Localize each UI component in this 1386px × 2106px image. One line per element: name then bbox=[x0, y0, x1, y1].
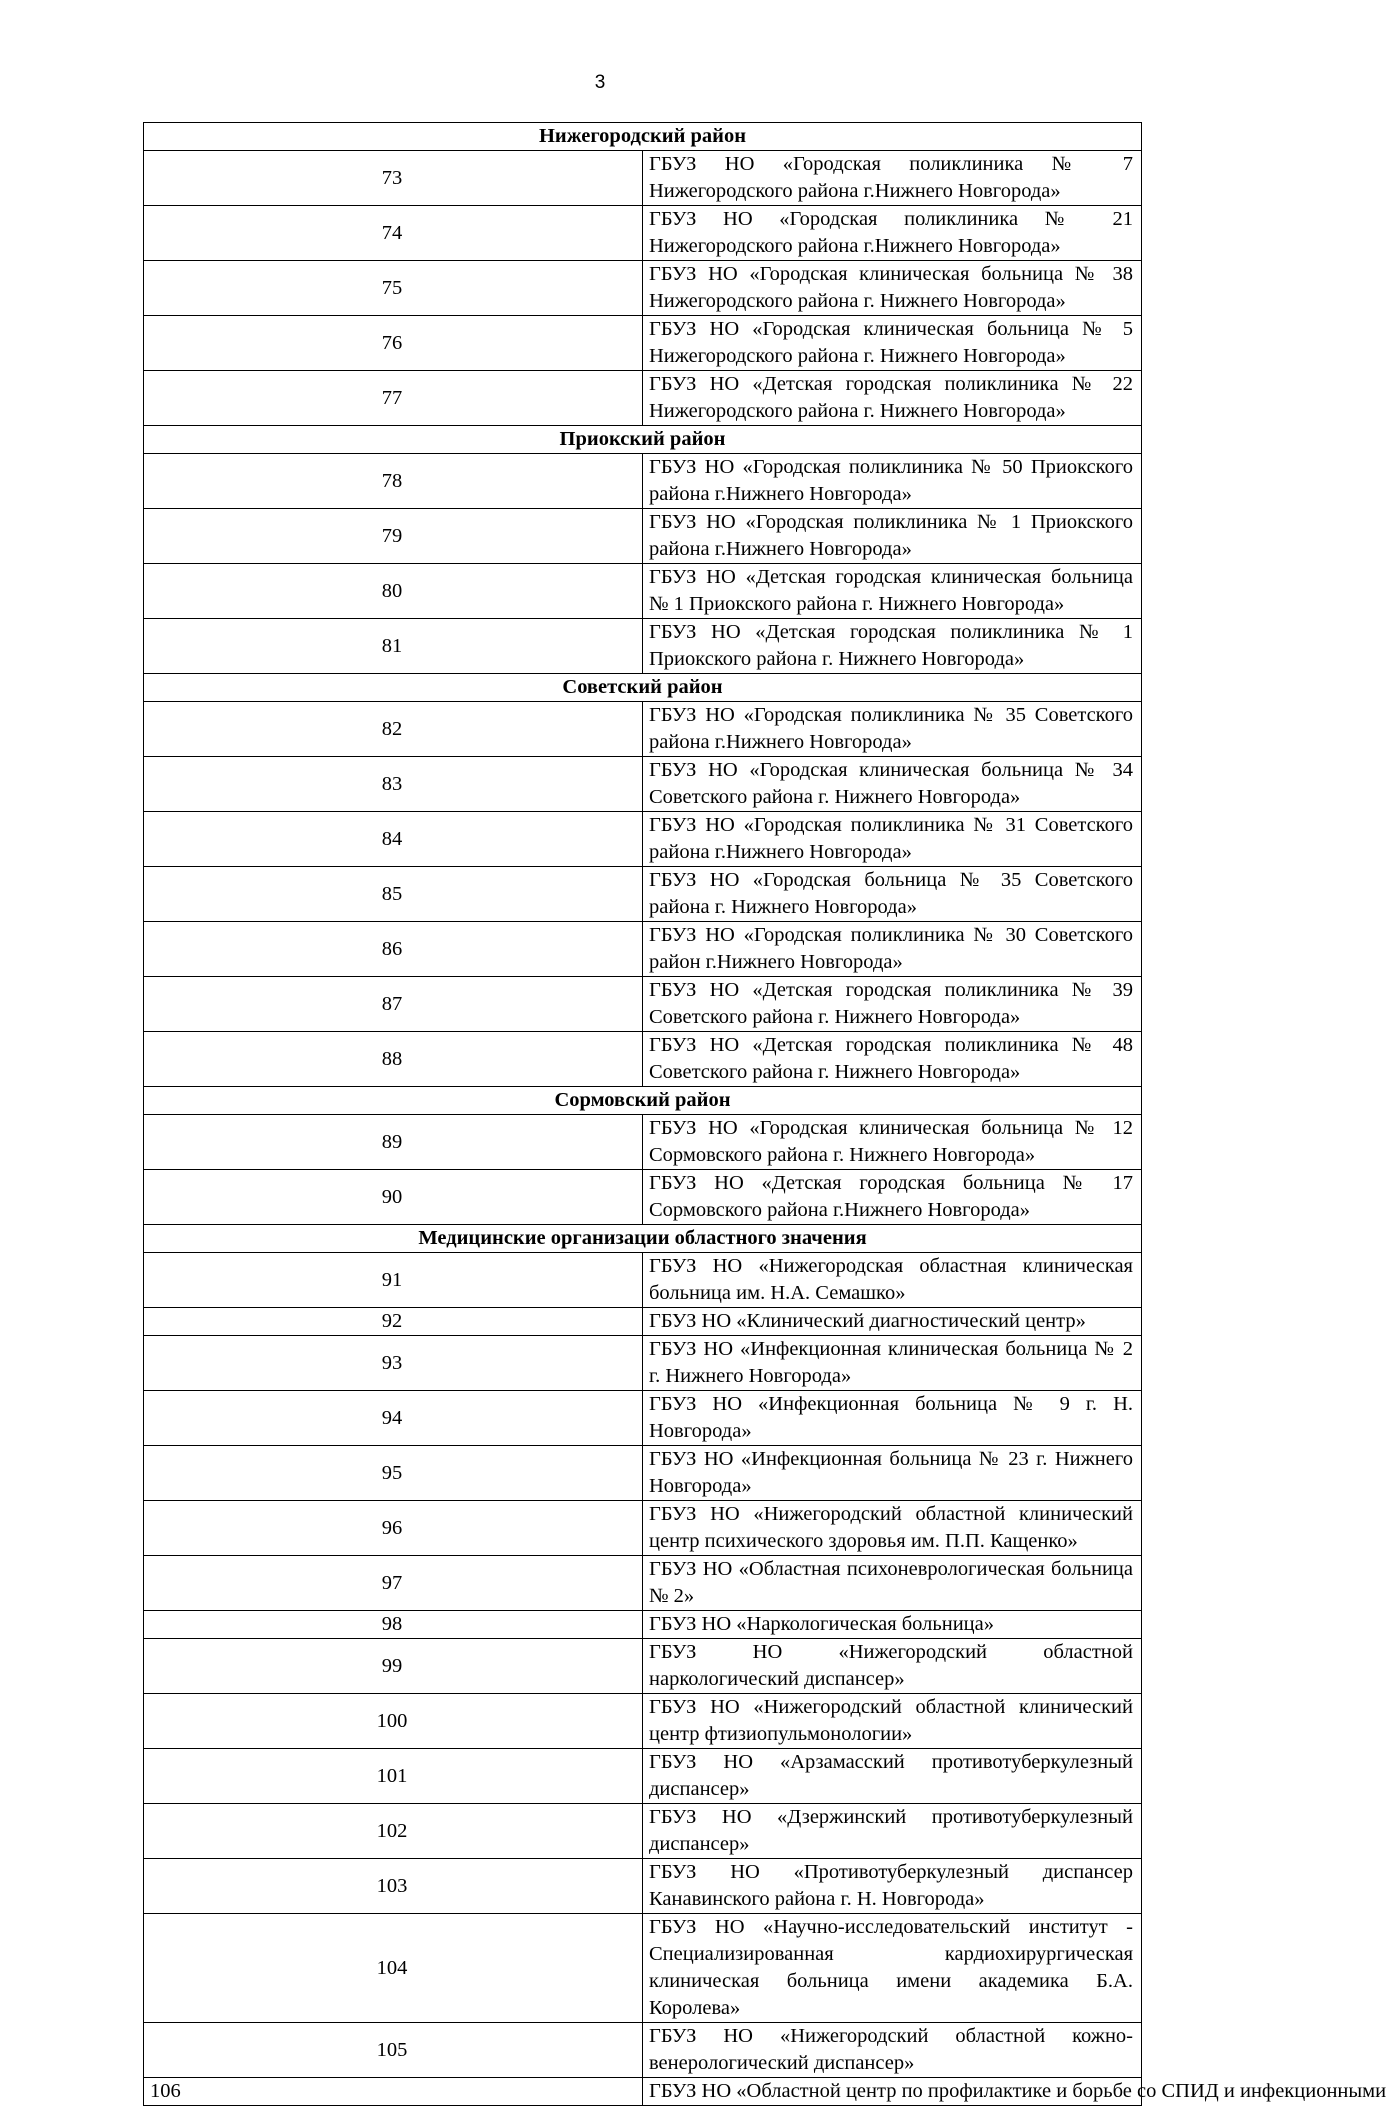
organization-name: ГБУЗ НО «Нижегородский областной клинический центр психического здоровья им. П.П. Кащенко» bbox=[643, 1501, 1142, 1556]
organization-name: ГБУЗ НО «Детская городская поликлиника № 48 Советского района г. Нижнего Новгорода» bbox=[643, 1032, 1142, 1087]
row-number: 85 bbox=[144, 867, 643, 922]
organization-name: ГБУЗ НО «Научно-исследовательский институт - Специализированная кардиохирургическая клиническая больница имени академика Б.А. Королева» bbox=[643, 1914, 1142, 2023]
table-row bbox=[144, 1749, 1142, 1804]
organization-name: ГБУЗ НО «Городская клиническая больница № 38 Нижегородского района г. Нижнего Новгорода» bbox=[643, 261, 1142, 316]
organization-name: ГБУЗ НО «Нижегородская областная клиническая больница им. Н.А. Семашко» bbox=[643, 1253, 1142, 1308]
page-number: 3 bbox=[594, 72, 606, 93]
row-number: 100 bbox=[144, 1694, 643, 1749]
table-row bbox=[144, 1391, 1142, 1446]
organization-name: ГБУЗ НО «Нижегородский областной наркологический диспансер» bbox=[643, 1639, 1142, 1694]
table-row bbox=[144, 1611, 1142, 1639]
organization-name: ГБУЗ НО «Нижегородский областной кожно-венерологический диспансер» bbox=[643, 2023, 1142, 2078]
row-number: 101 bbox=[144, 1749, 643, 1804]
table-row bbox=[144, 509, 1142, 564]
table-row bbox=[144, 1032, 1142, 1087]
row-number: 88 bbox=[144, 1032, 643, 1087]
row-number: 78 bbox=[144, 454, 643, 509]
table-row bbox=[144, 757, 1142, 812]
row-number: 104 bbox=[144, 1914, 643, 2023]
table-row bbox=[144, 1914, 1142, 2023]
row-number: 105 bbox=[144, 2023, 643, 2078]
table-row bbox=[144, 564, 1142, 619]
organization-name: ГБУЗ НО «Городская поликлиника № 7 Нижегородского района г.Нижнего Новгорода» bbox=[643, 151, 1142, 206]
organizations-table bbox=[143, 122, 1386, 2106]
row-number: 81 bbox=[144, 619, 643, 674]
row-number: 87 bbox=[144, 977, 643, 1032]
table-row bbox=[144, 702, 1142, 757]
organization-name: ГБУЗ НО «Городская клиническая больница № 5 Нижегородского района г. Нижнего Новгорода» bbox=[643, 316, 1142, 371]
table-row bbox=[144, 1639, 1142, 1694]
row-number: 74 bbox=[144, 206, 643, 261]
table-row bbox=[144, 1115, 1142, 1170]
row-number: 90 bbox=[144, 1170, 643, 1225]
table-row bbox=[144, 1694, 1142, 1749]
table-row bbox=[144, 454, 1142, 509]
section-header-row bbox=[144, 123, 1142, 151]
row-number: 91 bbox=[144, 1253, 643, 1308]
row-number: 84 bbox=[144, 812, 643, 867]
section-header-row bbox=[144, 1087, 1142, 1115]
table-row bbox=[144, 1804, 1142, 1859]
row-number: 82 bbox=[144, 702, 643, 757]
organization-name: ГБУЗ НО «Городская клиническая больница № 12 Сормовского района г. Нижнего Новгорода» bbox=[643, 1115, 1142, 1170]
table-row bbox=[144, 922, 1142, 977]
organization-name: ГБУЗ НО «Нижегородский областной клинический центр фтизиопульмонологии» bbox=[643, 1694, 1142, 1749]
organization-name: ГБУЗ НО «Инфекционная больница № 23 г. Нижнего Новгорода» bbox=[643, 1446, 1142, 1501]
row-number: 98 bbox=[144, 1611, 643, 1639]
row-number: 77 bbox=[144, 371, 643, 426]
table-row bbox=[144, 151, 1142, 206]
row-number: 92 bbox=[144, 1308, 643, 1336]
table-row bbox=[144, 206, 1142, 261]
section-header-row bbox=[144, 426, 1142, 454]
organization-name: ГБУЗ НО «Городская клиническая больница № 34 Советского района г. Нижнего Новгорода» bbox=[643, 757, 1142, 812]
row-number: 99 bbox=[144, 1639, 643, 1694]
organization-name: ГБУЗ НО «Наркологическая больница» bbox=[643, 1611, 1142, 1639]
row-number: 93 bbox=[144, 1336, 643, 1391]
table-row bbox=[144, 867, 1142, 922]
table-row bbox=[144, 812, 1142, 867]
table-row bbox=[144, 1556, 1142, 1611]
row-number: 103 bbox=[144, 1859, 643, 1914]
table-row bbox=[144, 619, 1142, 674]
section-header-row bbox=[144, 1225, 1142, 1253]
section-title: Сормовский район bbox=[144, 1087, 1142, 1115]
row-number: 86 bbox=[144, 922, 643, 977]
table-row bbox=[144, 316, 1142, 371]
organization-name: ГБУЗ НО «Детская городская поликлиника № 22 Нижегородского района г. Нижнего Новгорода» bbox=[643, 371, 1142, 426]
organization-name: ГБУЗ НО «Инфекционная клиническая больница № 2 г. Нижнего Новгорода» bbox=[643, 1336, 1142, 1391]
organization-name: ГБУЗ НО «Дзержинский противотуберкулезный диспансер» bbox=[643, 1804, 1142, 1859]
organization-name: ГБУЗ НО «Клинический диагностический центр» bbox=[643, 1308, 1142, 1336]
table-row bbox=[144, 977, 1142, 1032]
organization-name: ГБУЗ НО «Городская больница № 35 Советского района г. Нижнего Новгорода» bbox=[643, 867, 1142, 922]
organization-name: ГБУЗ НО «Арзамасский противотуберкулезный диспансер» bbox=[643, 1749, 1142, 1804]
table-row bbox=[144, 371, 1142, 426]
section-title: Советский район bbox=[144, 674, 1142, 702]
table-row bbox=[144, 1501, 1142, 1556]
table-row bbox=[144, 2023, 1142, 2078]
table-row bbox=[144, 261, 1142, 316]
organization-name: ГБУЗ НО «Городская поликлиника № 1 Приокского района г.Нижнего Новгорода» bbox=[643, 509, 1142, 564]
row-number: 102 bbox=[144, 1804, 643, 1859]
table-row bbox=[144, 1170, 1142, 1225]
row-number: 75 bbox=[144, 261, 643, 316]
table-row bbox=[144, 1859, 1142, 1914]
organization-name: ГБУЗ НО «Городская поликлиника № 50 Приокского района г.Нижнего Новгорода» bbox=[643, 454, 1142, 509]
organizations-table-body bbox=[144, 123, 1386, 2106]
organization-name: ГБУЗ НО «Городская поликлиника № 21 Нижегородского района г.Нижнего Новгорода» bbox=[643, 206, 1142, 261]
organization-name: ГБУЗ НО «Инфекционная больница № 9 г. Н. Новгорода» bbox=[643, 1391, 1142, 1446]
row-number: 80 bbox=[144, 564, 643, 619]
section-title: Медицинские организации областного значения bbox=[144, 1225, 1142, 1253]
organization-name: ГБУЗ НО «Областная психоневрологическая больница № 2» bbox=[643, 1556, 1142, 1611]
table-row bbox=[144, 2078, 1142, 2106]
table-row bbox=[144, 1253, 1142, 1308]
row-number: 94 bbox=[144, 1391, 643, 1446]
organization-name: ГБУЗ НО «Детская городская поликлиника № 1 Приокского района г. Нижнего Новгорода» bbox=[643, 619, 1142, 674]
organization-name: ГБУЗ НО «Областной центр по профилактике и борьбе со СПИД и инфекционными bbox=[643, 2078, 1142, 2106]
table-row bbox=[144, 1308, 1142, 1336]
organization-name: ГБУЗ НО «Детская городская клиническая больница № 1 Приокского района г. Нижнего Новгорода» bbox=[643, 564, 1142, 619]
organization-name: ГБУЗ НО «Городская поликлиника № 31 Советского района г.Нижнего Новгорода» bbox=[643, 812, 1142, 867]
row-number: 96 bbox=[144, 1501, 643, 1556]
organization-name: ГБУЗ НО «Детская городская больница № 17 Сормовского района г.Нижнего Новгорода» bbox=[643, 1170, 1142, 1225]
row-number: 76 bbox=[144, 316, 643, 371]
row-number: 106 bbox=[144, 2078, 643, 2106]
row-number: 95 bbox=[144, 1446, 643, 1501]
row-number: 83 bbox=[144, 757, 643, 812]
row-number: 89 bbox=[144, 1115, 643, 1170]
section-title: Нижегородский район bbox=[144, 123, 1142, 151]
section-header-row bbox=[144, 674, 1142, 702]
table-row bbox=[144, 1336, 1142, 1391]
row-number: 79 bbox=[144, 509, 643, 564]
table-row bbox=[144, 1446, 1142, 1501]
organization-name: ГБУЗ НО «Детская городская поликлиника № 39 Советского района г. Нижнего Новгорода» bbox=[643, 977, 1142, 1032]
organization-name: ГБУЗ НО «Городская поликлиника № 35 Советского района г.Нижнего Новгорода» bbox=[643, 702, 1142, 757]
organization-name: ГБУЗ НО «Противотуберкулезный диспансер Канавинского района г. Н. Новгорода» bbox=[643, 1859, 1142, 1914]
row-number: 97 bbox=[144, 1556, 643, 1611]
row-number: 73 bbox=[144, 151, 643, 206]
section-title: Приокский район bbox=[144, 426, 1142, 454]
organization-name: ГБУЗ НО «Городская поликлиника № 30 Советского район г.Нижнего Новгорода» bbox=[643, 922, 1142, 977]
